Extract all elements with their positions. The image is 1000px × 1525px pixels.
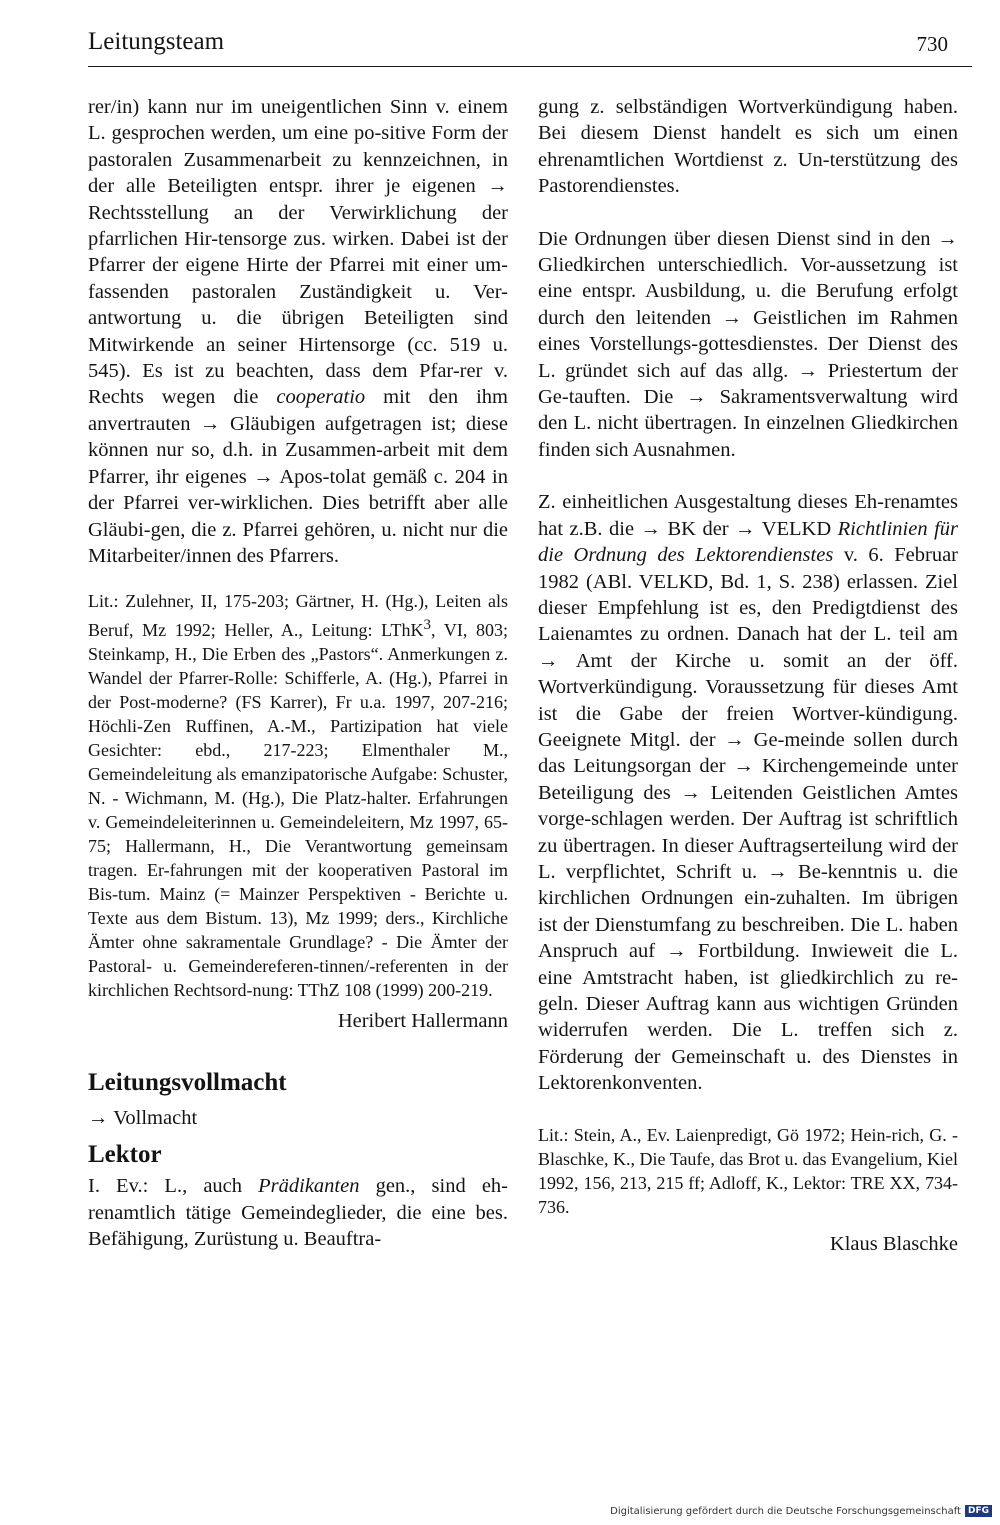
literature-block: [88, 589, 508, 1002]
dfg-logo: DFG: [965, 1505, 992, 1517]
paragraph-text: mit den ihm anvertrauten → Gläubigen aufgetragen ist; diese können nur so, d.h. in Zusammen-arbeit mit dem Pfarrer, ihr eigenes → Apos-tolat gemäß c. 204 in der Pfarrei ver-wirklichen. Dies betrifft aber alle Gläubi-gen, die z. Pfarrei gehören, u. nicht nur die Mitarbeiter/innen des Pfarrers.: [88, 386, 508, 567]
italic-title: Richtlinien für die Ordnung des Lektorendienstes: [538, 517, 959, 567]
page-number: 730: [916, 32, 948, 56]
body-paragraph: [88, 94, 508, 569]
right-column: [538, 94, 958, 1257]
body-paragraph: Die Ordnungen über diesen Dienst sind in den → Gliedkirchen unterschiedlich. Vor-aussetzung ist eine entspr. Ausbildung, u. die Berufung erfolgt durch den leitenden → Geistlichen im Rahmen eines Vorstellungs-gottesdienstes. Der Dienst des L. gründet sich auf das allg. → Priestertum der Ge-tauften. Die → Sakramentsverwaltung wird den L. nicht übertragen. In einzelnen Gliedkirchen finden sich Ausnahmen.: [538, 227, 958, 461]
italic-term: Prädikanten: [258, 1175, 360, 1198]
author-signature: Heribert Hallermann: [337, 1010, 508, 1033]
page-header: [88, 28, 960, 64]
footer: [610, 1505, 992, 1517]
running-head: Leitungsteam: [88, 28, 225, 55]
header-rule: [88, 66, 972, 67]
footer-text: Digitalisierung gefördert durch die Deutsche Forschungsgemeinschaft: [610, 1505, 961, 1517]
literature-block: Lit.: Stein, A., Ev. Laienpredigt, Gö 1972; Hein-rich, G. - Blaschke, K., Die Taufe, das Brot u. das Evangelium, Kiel 1992, 156, 213, 215 ff; Adloff, K., Lektor: TRE XX, 734-736.: [538, 1124, 958, 1217]
paragraph-text: I. Ev.: L., auch: [88, 1175, 243, 1198]
superscript: 3: [423, 617, 432, 634]
body-paragraph: gung z. selbständigen Wortverkündigung haben. Bei diesem Dienst handelt es sich um einen ehrenamtlichen Wortdienst z. Un-terstützung des Pastorendienstes.: [538, 96, 958, 198]
literature-text: , VI, 803; Steinkamp, H., Die Erben des „Pastors“. Anmerkungen z. Wandel der Pfarrer-Rolle: Schifferle, A. (Hg.), Pfarrei in der Post-moderne? (FS Karrer), Fr u.a. 1997, 207-216; Höchli-Zen Ruffinen, A.-M., Partizipation hat viele Gesichter: ebd., 217-223; Elmenthaler M., Gemeindeleitung als emanzipatorische Aufgabe: Schuster, N. - Wichmann, M. (Hg.), Die Platz-halter. Erfahrungen v. Gemeindeleiterinnen u. Gemeindeleitern, Mz 1997, 65-75; Hallermann, H., Die Verantwortung gemeinsam tragen. Er-fahrungen mit der kooperativen Pastoral im Bis-tum. Mainz (= Mainzer Perspektiven - Berichte u. Texte aus dem Bistum. 13), Mz 1999; ders., Kirchliche Ämter ohne sakramentale Grundlage? - Die Ämter der Pastoral- u. Gemeindereferen-tinnen/-referenten in der kirchlichen Rechtsord-nung: TThZ 108 (1999) 200-219.: [88, 620, 509, 1001]
paragraph-text: v. 6. Februar 1982 (ABl. VELKD, Bd. 1, S. 238) erlassen. Ziel dieser Empfehlung ist es, den Predigtdienst des Laienamtes zu ordnen. Danach hat der L. teil am → Amt der Kirche u. somit an der öff. Wortverkündigung. Voraussetzung für dieses Amt ist die Gabe der freien Wortver-kündigung. Geeignete Mitgl. der → Ge-meinde sollen durch das Leitungsorgan der → Kirchengemeinde unter Beteiligung des → Leitenden Geistlichen Amtes vorge-schlagen werden. Der Auftrag ist schriftlich zu übertragen. In dieser Auftragserteilung wird der L. verpflichtet, Schrift u. → Be-kenntnis u. die kirchlichen Ordnungen ein-zuhalten. Im übrigen ist der Dienstumfang zu beschreiben. Die L. haben Anspruch auf → Fortbildung. Inwieweit die L. eine Amtstracht haben, ist gliedkirchlich zu re-geln. Dieser Auftrag kann aus wichtigen Gründen widerrufen werden. Die L. treffen sich z. Förderung der Gemeinschaft u. des Dienstes in Lektorenkonventen.: [538, 544, 959, 1095]
left-column: [88, 94, 508, 1252]
paragraph-text: gen., sind eh-renamtlich tätige Gemeindeglieder, die eine bes. Befähigung, Zurüstung u. Beauftra-: [88, 1175, 508, 1250]
body-paragraph: [88, 1173, 508, 1252]
entry-title: Lektor: [88, 1141, 162, 1169]
cross-reference: → Vollmacht: [88, 1106, 198, 1129]
body-paragraph: [538, 489, 958, 1096]
italic-term: cooperatio: [276, 386, 366, 409]
paragraph-text: rer/in) kann nur im uneigentlichen Sinn v. einem L. gesprochen werden, um eine po-sitive Form der pastoralen Zusammenarbeit zu kennzeichnen, in der alle Beteiligten entspr. ihrer je eigenen → Rechtsstellung an der Verwirklichung der pfarrlichen Hir-tensorge zus. wirken. Dabei ist der Pfarrer der eigene Hirte der Pfarrei mit einer um-fassenden pastoralen Zuständigkeit u. Ver-antwortung u. die übrigen Beteiligten sind Mitwirkende an seiner Hirtensorge (cc. 519 u. 545). Es ist zu beachten, dass dem Pfar-rer v. Rechts wegen die: [88, 96, 508, 409]
author-signature: Klaus Blaschke: [829, 1232, 958, 1255]
entry-title: Leitungsvollmacht: [88, 1068, 287, 1096]
literature-text: Lit.: Zulehner, II, 175-203; Gärtner, H. (Hg.), Leiten als Beruf, Mz 1992; Heller, A., Leitung: LThK: [88, 591, 508, 641]
paragraph-text: Z. einheitlichen Ausgestaltung dieses Eh-renamtes hat z.B. die → BK der → VELKD: [538, 491, 958, 540]
